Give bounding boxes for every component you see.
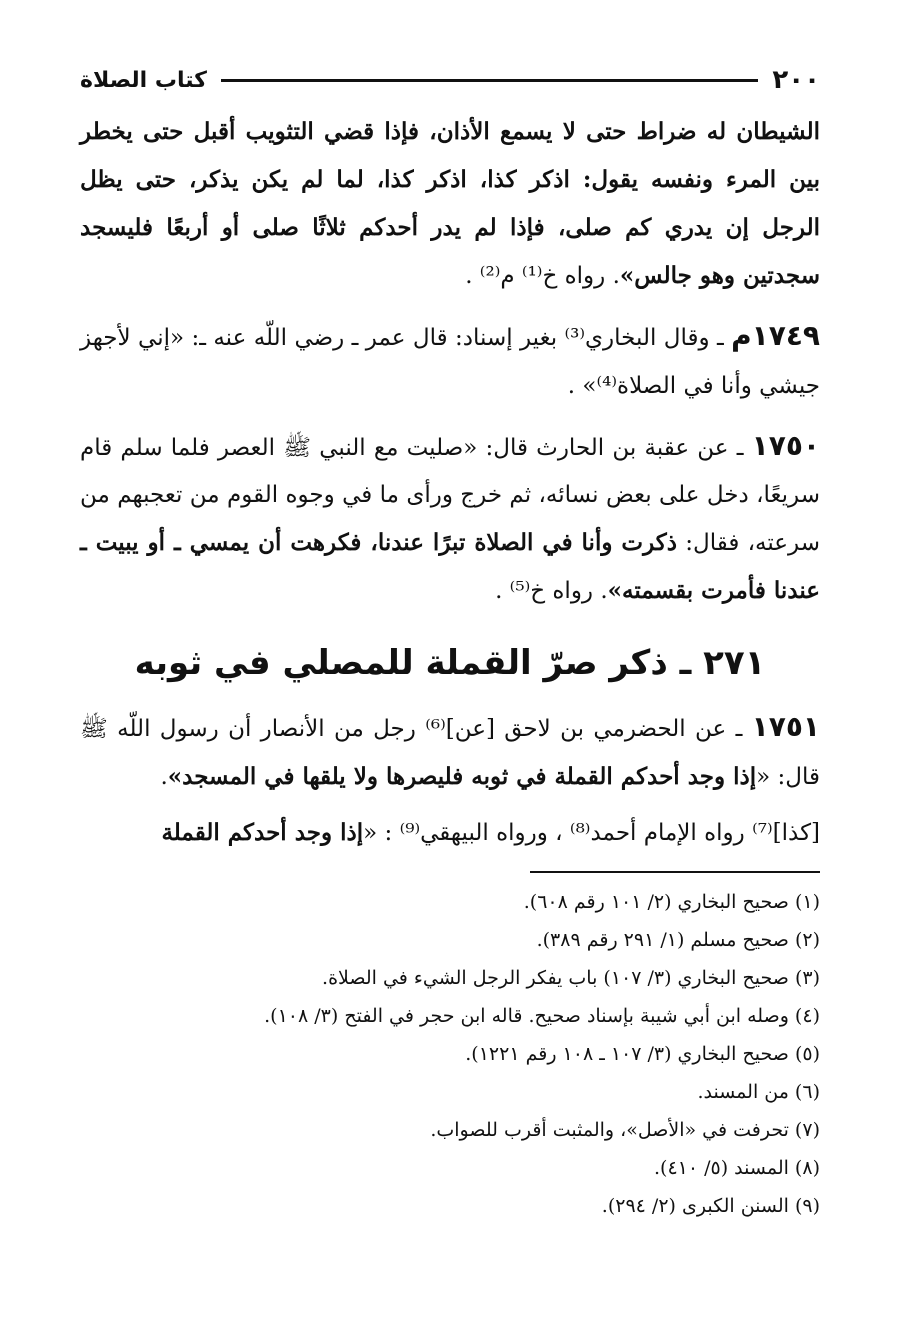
footnote: (٨) المسند (٥/ ٤١٠). [653,1157,820,1179]
paragraph-emphasis: إذا وجد أحدكم القملة [161,819,364,846]
paragraph-emphasis: ذكرت وأنا في الصلاة تبرًا عندنا، فكرهت أن يمسي ـ أو يبيت ـ عندنا فأمرت بقسمته» [80,529,820,604]
paragraph-tail: . رواه خ⁽¹⁾ م⁽²⁾ . [465,263,620,289]
footnote: (٦) من المسند. [697,1081,820,1103]
footnote: (٣) صحيح البخاري (٣/ ١٠٧) باب يفكر الرجل الشيء في الصلاة. [322,967,820,989]
paragraph-1751 [80,703,820,801]
paragraph-emphasis: الشيطان له ضراط حتى لا يسمع الأذان، فإذا قضي التثويب أقبل حتى يخطر بين المرء ونفسه يقول: اذكر كذا، اذكر كذا، لما لم يكن يذكر، حتى يظل الرجل إن يدري كم صلى، فإذا لم يدر أحدكم ثلاثًا صلى أو أربعًا فليسجد سجدتين وهو جالس» [80,118,820,289]
chapter-heading: ٢٧١ ـ ذكر صرّ القملة للمصلي في ثوبه [134,643,766,683]
paragraph-lead: [كذا]⁽⁷⁾ رواه الإمام أحمد⁽⁸⁾ ، ورواه البيهقي⁽⁹⁾ : « [363,820,820,846]
paragraph-continuation [80,106,820,300]
paragraph-number: ١٧٥١ [751,710,821,743]
book-title: كتاب الصلاة [80,67,207,93]
paragraph-1750 [80,422,820,615]
footnote-separator [530,871,820,873]
footnote: (٧) تحرفت في «الأصل»، والمثبت أقرب للصواب. [430,1119,820,1141]
paragraph-emphasis: إذا وجد أحدكم القملة في ثوبه فليصرها ولا يلقها في المسجد» [167,763,757,790]
paragraph-tail: . رواه خ⁽⁵⁾ . [495,578,608,604]
paragraph-lead: ـ وقال البخاري⁽³⁾ بغير إسناد: قال عمر ـ رضي اللّه عنه ـ: «إني لأجهز جيشي وأنا في الصلاة⁽⁴⁾» . [80,325,820,399]
footnote: (١) صحيح البخاري (٢/ ١٠١ رقم ٦٠٨). [523,891,820,913]
footnote: (٩) السنن الكبرى (٢/ ٢٩٤). [601,1195,820,1217]
paragraph-number: ١٧٥٠ [751,429,820,462]
footnotes-list [80,883,820,1225]
paragraph-tail: . [160,764,168,790]
paragraph-1749 [80,312,820,410]
book-page [80,58,820,1225]
paragraph-number: ١٧٤٩م [731,319,820,352]
running-header [80,58,820,102]
header-rule [221,79,758,82]
footnote: (٢) صحيح مسلم (١/ ٢٩١ رقم ٣٨٩). [536,929,820,951]
footnote: (٥) صحيح البخاري (٣/ ١٠٧ ـ ١٠٨ رقم ١٢٢١). [465,1043,820,1065]
paragraph-lead: ـ عن عقبة بن الحارث قال: «صليت مع النبي ﷺ العصر فلما سلم قام سريعًا، دخل على بعض نسائه، ثم خرج ورأى ما في وجوه القوم من تعجبهم من سرعته، فقال: [80,435,820,556]
page-number: ٢٠٠ [772,65,820,95]
paragraph-note [80,807,820,857]
footnote: (٤) وصله ابن أبي شيبة بإسناد صحيح. قاله ابن حجر في الفتح (٣/ ١٠٨). [264,1005,820,1027]
paragraph-lead: ـ عن الحضرمي بن لاحق [عن]⁽⁶⁾ رجل من الأنصار أن رسول اللّه ﷺ قال: « [80,716,820,790]
